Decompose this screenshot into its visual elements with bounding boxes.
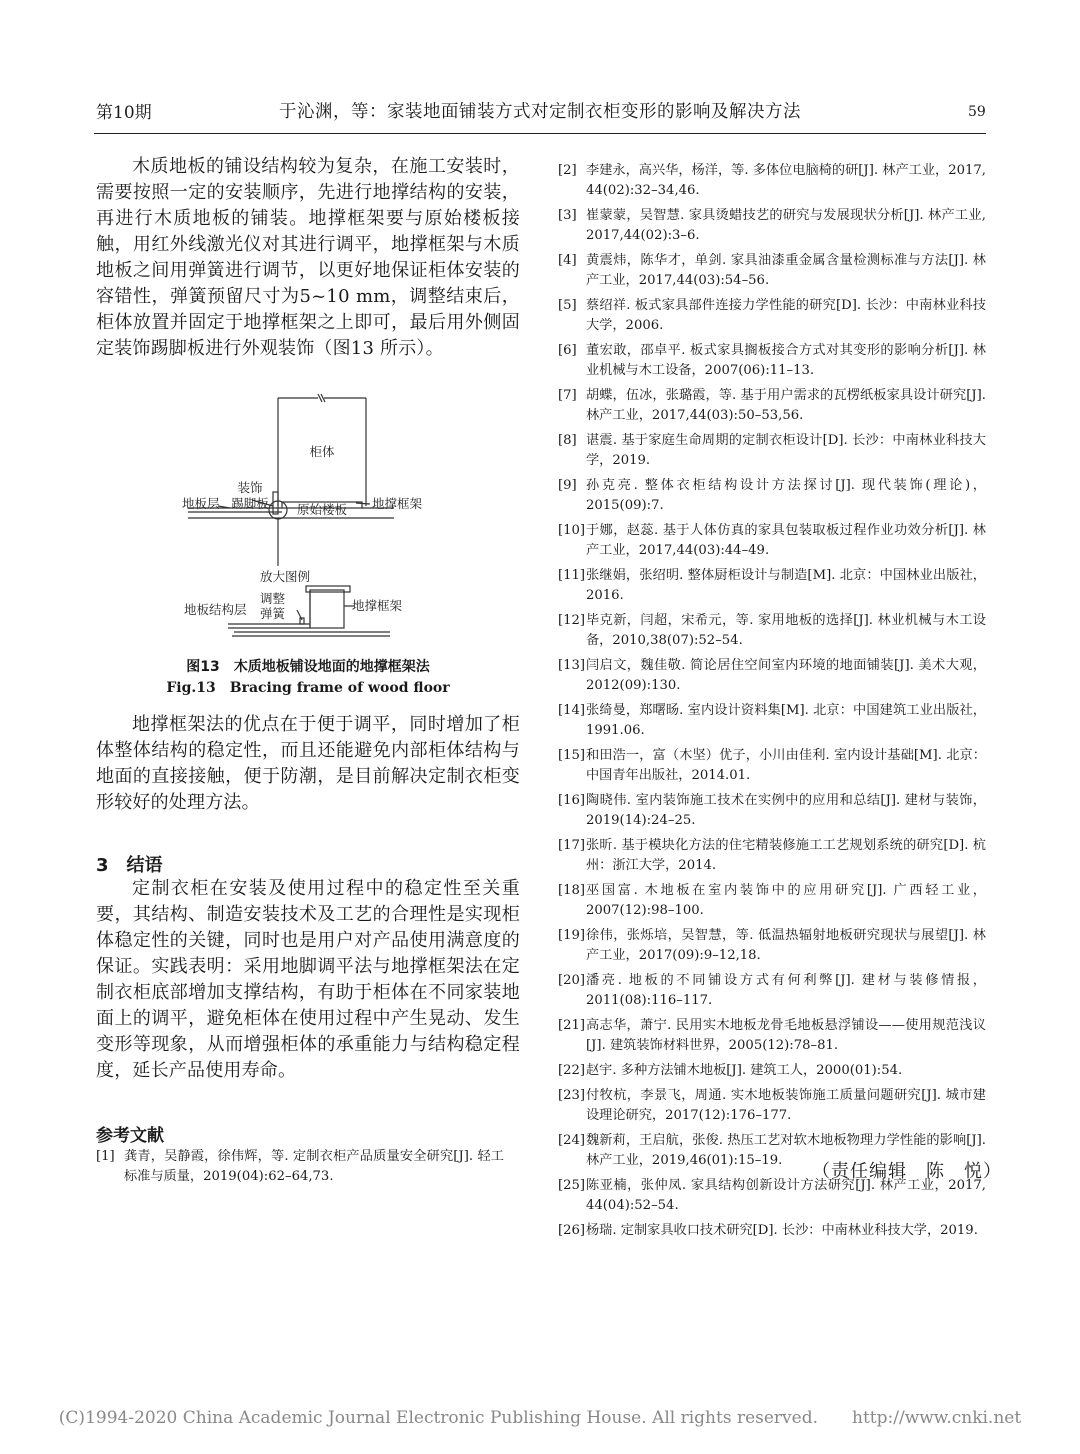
label-floor-layer: 地板层 (182, 496, 220, 511)
reference-item: [22] 赵宇. 多种方法铺木地板[J]. 建筑工人，2000(01):54. (558, 1063, 903, 1078)
reference-item: [8] 谌震. 基于家庭生命周期的定制衣柜设计[D]. 长沙：中南林业科技大学，2019. (558, 433, 986, 468)
reference-item: [21] 高志华，萧宁. 民用实木地板龙骨毛地板悬浮铺设——使用规范浅议[J]. 建筑装饰材料世界，2005(12):78–81. (558, 1018, 986, 1053)
label-decor-2: 踢脚板 (231, 496, 269, 511)
section-heading-conclusion: 3 结语 (96, 855, 163, 876)
references-list-left (96, 1147, 504, 1192)
reference-item: [10] 于娜，赵蕊. 基于人体仿真的家具包装取板过程作业功效分析[J]. 林产工业，2017,44(03):44–49. (558, 523, 986, 558)
reference-item: [11] 张继娟，张绍明. 整体厨柜设计与制造[M]. 北京：中国林业出版社，2016. (558, 568, 986, 603)
references-list-right (558, 161, 986, 1246)
reference-item: [4] 黄震炜，陈华才，单剑. 家具油漆重金属含量检测标准与方法[J]. 林产工业，2017,44(03):54–56. (558, 253, 986, 288)
reference-item: [14] 张绮曼，郑曙旸. 室内设计资料集[M]. 北京：中国建筑工业出版社，1991.06. (558, 703, 986, 738)
reference-item: [2] 李建永，高兴华，杨洋，等. 多体位电脑椅的研[J]. 林产工业，2017, 44(02):32–34,46. (558, 163, 986, 198)
label-floor-structure: 地板结构层 (184, 602, 247, 617)
reference-item: [15] 和田浩一，富（木坚）优子，小川由佳利. 室内设计基础[M]. 北京：中国青年出版社，2014.01. (558, 748, 986, 783)
label-adjust-2: 弹簧 (260, 606, 286, 621)
label-bracing-frame-2: 地撑框架 (352, 598, 403, 613)
label-bracing-frame: 地撑框架 (372, 496, 423, 511)
reference-item: [25] 陈亚楠，张仲凤. 家具结构创新设计方法研究[J]. 林产工业，2017, 44(04):52–54. (558, 1178, 986, 1213)
reference-item: [3] 崔蒙蒙，吴智慧. 家具烫蜡技艺的研究与发展现状分析[J]. 林产工业, 2017,44(02):3–6. (558, 208, 986, 243)
reference-item: [24] 魏新莉，王启航，张俊. 热压工艺对软木地板物理力学性能的影响[J]. 林产工业，2019,46(01):15–19. (558, 1133, 986, 1168)
reference-item: [5] 蔡绍祥. 板式家具部件连接力学性能的研究[D]. 长沙：中南林业科技大学，2006. (558, 298, 986, 333)
reference-item: [13] 闫启文，魏佳敬. 简论居住空间室内环境的地面铺装[J]. 美术大观，2012(09):130. (558, 658, 986, 693)
label-original-slab: 原始楼板 (297, 502, 348, 517)
reference-item: [18] 巫国富. 木地板在室内装饰中的应用研究[J]. 广西轻工业，2007(12):98–100. (558, 883, 986, 918)
body-paragraph-1: 木质地板的铺设结构较为复杂，在施工安装时，需要按照一定的安装顺序，先进行地撑结构的安装，再进行木质地板的铺装。地撑框架要与原始楼板接触，用红外线激光仪对其进行调平，地撑框架与木质地板之间用弹簧进行调节，以更好地保证柜体安装的容错性，弹簧预留尺寸为5~10 mm，调整结束后，柜体放置并固定于地撑框架之上即可，最后用外侧固定装饰踢脚板进行外观装饰（图13 所示）。 (96, 156, 520, 359)
label-cabinet: 柜体 (309, 444, 335, 459)
header-page-number: 59 (968, 104, 986, 120)
reference-item: [7] 胡蝶，伍冰，张璐霞，等. 基于用户需求的瓦楞纸板家具设计研究[J]. 林产工业，2017,44(03):50–53,56. (558, 388, 986, 423)
body-paragraph-3: 定制衣柜在安装及使用过程中的稳定性至关重要，其结构、制造安装技术及工艺的合理性是实现柜体稳定性的关键，同时也是用户对产品使用满意度的保证。实践表明：采用地脚调平法与地撑框架法在定制衣柜底部增加支撑结构，有助于柜体在不同家装地面上的调平，避免柜体在使用过程中产生晃动、发生变形等现象，从而增强柜体的承重能力与结构稳定程度，延长产品使用寿命。 (96, 878, 520, 1081)
reference-item: [17] 张昕. 基于模块化方法的住宅精装修施工工艺规划系统的研究[D]. 杭州：浙江大学，2014. (558, 838, 986, 873)
header-issue: 第10期 (96, 103, 152, 123)
reference-item: [19] 徐伟，张烁培，吴智慧，等. 低温热辐射地板研究现状与展望[J]. 林产工业，2017(09):9–12,18. (558, 928, 986, 963)
body-paragraph-2: 地撑框架法的优点在于便于调平，同时增加了柜体整体结构的稳定性，而且还能避免内部柜体结构与地面的直接接触，便于防潮，是目前解决定制衣柜变形较好的处理方法。 (96, 714, 520, 813)
reference-item: [20] 潘亮. 地板的不同铺设方式有何利弊[J]. 建材与装修情报，2011(08):116–117. (558, 973, 986, 1008)
copyright-footer: (C)1994-2020 China Academic Journal Electronic Publishing House. All rights reserved. http://www.cnki.net (58, 1408, 1022, 1428)
references-heading: 参考文献 (96, 1126, 164, 1146)
header-rule (94, 133, 986, 134)
figure-caption-en: Fig.13 Bracing frame of wood floor (166, 680, 450, 696)
reference-item: [23] 付牧杭，李景飞，周通. 实木地板装饰施工质量问题研究[J]. 城市建设理论研究，2017(12):176–177. (558, 1088, 986, 1123)
label-decor-1: 装饰 (237, 480, 263, 495)
figure-13 (160, 388, 460, 654)
responsible-editor: （责任编辑 陈 悦） (812, 1161, 1002, 1182)
figure-caption-cn: 图13 木质地板铺设地面的地撑框架法 (186, 659, 430, 675)
reference-item: [6] 董宏敢，邵卓平. 板式家具搁板接合方式对其变形的影响分析[J]. 林业机械与木工设备，2007(06):11–13. (558, 343, 986, 378)
reference-item: [9] 孙克亮. 整体衣柜结构设计方法探讨[J]. 现代装饰(理论)，2015(09):7. (558, 478, 986, 513)
reference-item: [16] 陶晓伟. 室内装饰施工技术在实例中的应用和总结[J]. 建材与装饰，2019(14):24–25. (558, 793, 986, 828)
reference-item: [12] 毕克新，闫超，宋希元，等. 家用地板的选择[J]. 林业机械与木工设备，2010,38(07):52–54. (558, 613, 986, 648)
label-enlarged-view: 放大图例 (260, 569, 311, 584)
header-title: 于沁渊，等：家装地面铺装方式对定制衣柜变形的影响及解决方法 (279, 102, 801, 122)
reference-item: [1] 龚青，吴静霞，徐伟辉，等. 定制衣柜产品质量安全研究[J]. 轻工标准与质量，2019(04):62–64,73. (96, 1149, 504, 1184)
bracing-frame-diagram (160, 388, 460, 654)
label-adjust-1: 调整 (260, 591, 286, 606)
reference-item: [26] 杨瑞. 定制家具收口技术研究[D]. 长沙：中南林业科技大学，2019. (558, 1223, 978, 1238)
